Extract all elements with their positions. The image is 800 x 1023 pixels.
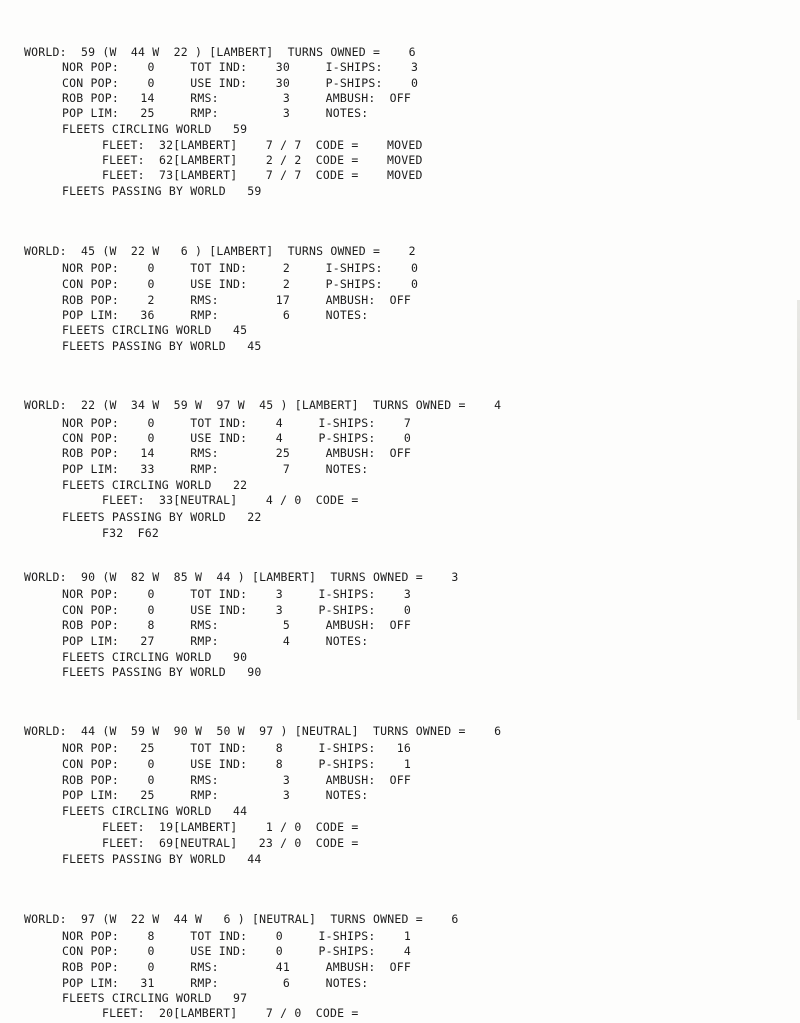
fleet-row: FLEET: 19[LAMBERT] 1 / 0 CODE = — [102, 820, 359, 834]
world-stats-row: ROB POP: 8 RMS: 5 AMBUSH: OFF — [62, 618, 412, 632]
fleets-passing-label: FLEETS PASSING BY WORLD 45 — [62, 339, 262, 353]
fleet-row: FLEET: 32[LAMBERT] 7 / 7 CODE = MOVED — [102, 138, 423, 152]
world-header: WORLD: 22 (W 34 W 59 W 97 W 45 ) [LAMBERT] TURNS OWNED = 4 — [24, 398, 502, 412]
fleet-row: FLEET: 69[NEUTRAL] 23 / 0 CODE = — [102, 836, 359, 850]
world-stats-row: POP LIM: 33 RMP: 7 NOTES: — [62, 462, 369, 476]
world-stats-row: NOR POP: 0 TOT IND: 4 I-SHIPS: 7 — [62, 416, 412, 430]
fleet-row: FLEET: 33[NEUTRAL] 4 / 0 CODE = — [102, 493, 359, 507]
world-header: WORLD: 45 (W 22 W 6 ) [LAMBERT] TURNS OWNED = 2 — [24, 244, 416, 258]
fleets-passing-list: F32 F62 — [102, 526, 159, 540]
world-stats-row: CON POP: 0 USE IND: 4 P-SHIPS: 0 — [62, 431, 412, 445]
world-stats-row: NOR POP: 8 TOT IND: 0 I-SHIPS: 1 — [62, 929, 412, 943]
world-stats-row: POP LIM: 25 RMP: 3 NOTES: — [62, 788, 369, 802]
world-stats-row: CON POP: 0 USE IND: 0 P-SHIPS: 4 — [62, 944, 412, 958]
fleets-circling-label: FLEETS CIRCLING WORLD 97 — [62, 991, 248, 1005]
world-stats-row: ROB POP: 14 RMS: 3 AMBUSH: OFF — [62, 91, 412, 105]
world-stats-row: NOR POP: 25 TOT IND: 8 I-SHIPS: 16 — [62, 741, 412, 755]
world-stats-row: POP LIM: 27 RMP: 4 NOTES: — [62, 634, 369, 648]
fleet-row: FLEET: 73[LAMBERT] 7 / 7 CODE = MOVED — [102, 168, 423, 182]
world-stats-row: ROB POP: 14 RMS: 25 AMBUSH: OFF — [62, 446, 412, 460]
world-stats-row: NOR POP: 0 TOT IND: 30 I-SHIPS: 3 — [62, 60, 419, 74]
world-stats-row: ROB POP: 0 RMS: 3 AMBUSH: OFF — [62, 773, 412, 787]
world-stats-row: CON POP: 0 USE IND: 30 P-SHIPS: 0 — [62, 76, 419, 90]
fleets-passing-label: FLEETS PASSING BY WORLD 90 — [62, 665, 262, 679]
fleets-circling-label: FLEETS CIRCLING WORLD 59 — [62, 122, 248, 136]
world-header: WORLD: 97 (W 22 W 44 W 6 ) [NEUTRAL] TURNS OWNED = 6 — [24, 912, 459, 926]
fleet-row: FLEET: 62[LAMBERT] 2 / 2 CODE = MOVED — [102, 153, 423, 167]
world-stats-row: CON POP: 0 USE IND: 2 P-SHIPS: 0 — [62, 277, 419, 291]
world-stats-row: ROB POP: 2 RMS: 17 AMBUSH: OFF — [62, 293, 412, 307]
fleets-circling-label: FLEETS CIRCLING WORLD 45 — [62, 323, 248, 337]
world-header: WORLD: 90 (W 82 W 85 W 44 ) [LAMBERT] TURNS OWNED = 3 — [24, 570, 459, 584]
fleet-row: FLEET: 20[LAMBERT] 7 / 0 CODE = — [102, 1006, 359, 1020]
fleets-passing-label: FLEETS PASSING BY WORLD 59 — [62, 184, 262, 198]
world-stats-row: CON POP: 0 USE IND: 8 P-SHIPS: 1 — [62, 757, 412, 771]
world-stats-row: POP LIM: 25 RMP: 3 NOTES: — [62, 106, 369, 120]
world-header: WORLD: 44 (W 59 W 90 W 50 W 97 ) [NEUTRAL] TURNS OWNED = 6 — [24, 724, 502, 738]
world-stats-row: ROB POP: 0 RMS: 41 AMBUSH: OFF — [62, 960, 412, 974]
fleets-circling-label: FLEETS CIRCLING WORLD 44 — [62, 804, 248, 818]
fleets-circling-label: FLEETS CIRCLING WORLD 90 — [62, 650, 248, 664]
fleets-passing-label: FLEETS PASSING BY WORLD 44 — [62, 852, 262, 866]
fleets-circling-label: FLEETS CIRCLING WORLD 22 — [62, 478, 248, 492]
world-stats-row: POP LIM: 31 RMP: 6 NOTES: — [62, 976, 369, 990]
world-stats-row: NOR POP: 0 TOT IND: 3 I-SHIPS: 3 — [62, 587, 412, 601]
fleets-passing-label: FLEETS PASSING BY WORLD 22 — [62, 510, 262, 524]
world-header: WORLD: 59 (W 44 W 22 ) [LAMBERT] TURNS OWNED = 6 — [24, 45, 416, 59]
world-stats-row: NOR POP: 0 TOT IND: 2 I-SHIPS: 0 — [62, 261, 419, 275]
world-stats-row: CON POP: 0 USE IND: 3 P-SHIPS: 0 — [62, 603, 412, 617]
world-stats-row: POP LIM: 36 RMP: 6 NOTES: — [62, 308, 369, 322]
